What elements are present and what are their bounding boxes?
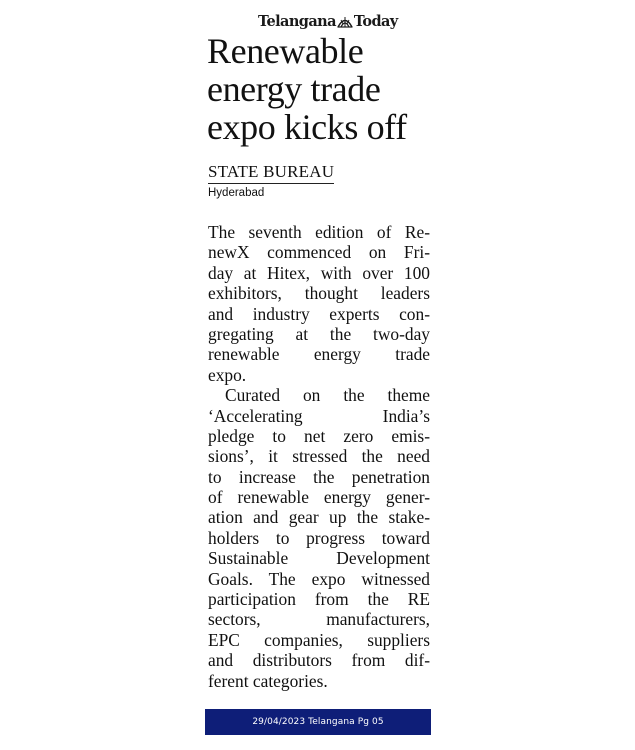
body-line: and industry experts con- [208,303,430,324]
masthead-name-left: Telangana [258,13,336,30]
body-line: ‘Accelerating India’s [208,405,430,426]
body-line: The seventh edition of Re- [208,222,430,242]
body-line: of renewable energy gener- [208,487,430,508]
body-line: participation from the RE [208,589,430,610]
body-line: ferent categories. [208,670,328,691]
body-line: EPC companies, suppliers [208,629,430,650]
article-body [208,222,430,691]
body-line: sectors, manufacturers, [208,609,430,630]
body-line: and distributors from dif- [208,650,430,671]
headline-line: Renewable [207,31,364,71]
body-line: pledge to net zero emis- [208,425,430,446]
body-line: gregating at the two-day [208,323,430,344]
byline: STATE BUREAU [208,162,334,184]
body-line: newX commenced on Fri- [208,242,430,263]
body-line: holders to progress toward [208,527,430,548]
body-line: to increase the penetration [208,466,430,487]
body-line: Goals. The expo witnessed [208,568,430,589]
body-line: expo. [208,364,247,385]
source-footer: 29/04/2023 Telangana Pg 05 [205,709,431,735]
body-line: exhibitors, thought leaders [208,283,430,304]
article-headline [207,32,437,146]
masthead-name-right: Today [353,13,398,30]
masthead [258,13,398,30]
body-line: day at Hitex, with over 100 [208,262,430,283]
body-line: Curated on the theme [225,385,430,406]
telangana-today-emblem-icon [337,16,353,28]
body-line: Sustainable Development [208,548,430,569]
headline-line: expo kicks off [207,107,407,147]
dateline: Hyderabad [208,187,265,199]
body-line: sions’, it stressed the need [208,446,430,467]
body-line: renewable energy trade [208,344,430,365]
headline-line: energy trade [207,69,381,109]
body-line: ation and gear up the stake- [208,507,430,528]
